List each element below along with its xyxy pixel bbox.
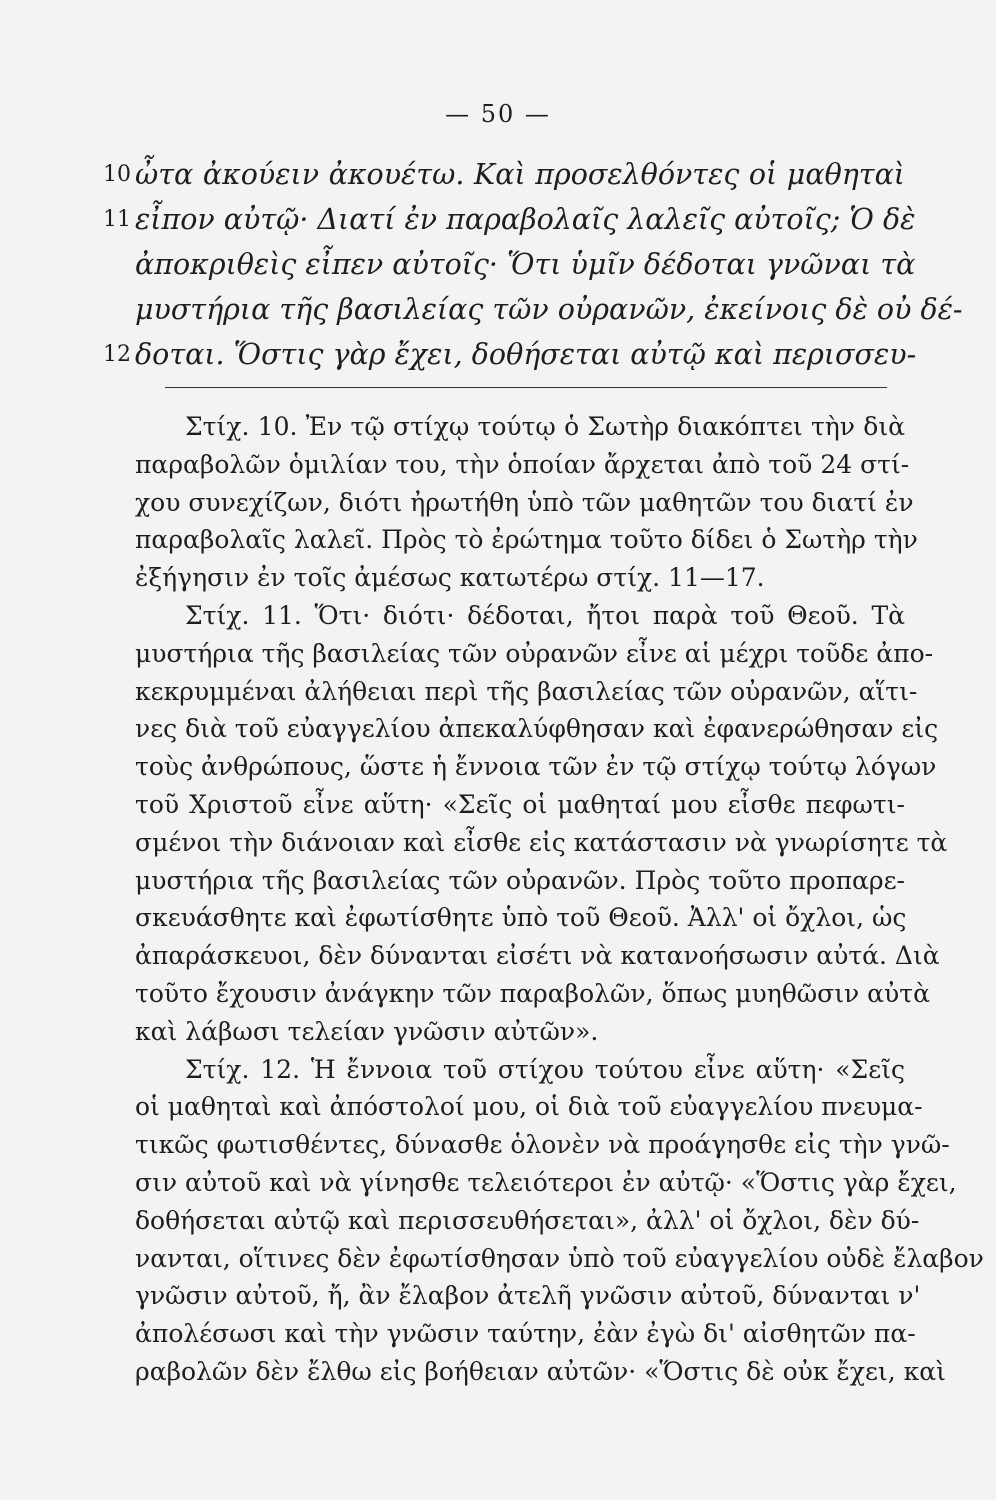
commentary-line: τοῦ Χριστοῦ εἶνε αὕτη· «Σεῖς οἱ μαθηταί μου εἶσθε πεφωτι- <box>135 789 905 819</box>
verse-text: ἀποκριθεὶς εἶπεν αὐτοῖς· Ὅτι ὑμῖν δέδοται γνῶναι τὰ <box>135 248 916 281</box>
scripture-text <box>103 152 963 377</box>
commentary-line: κεκρυμμέναι ἀλήθειαι περὶ τῆς βασιλείας τῶν οὐρανῶν, αἵτι- <box>135 676 918 706</box>
commentary-line: χου συνεχίζων, διότι ἠρωτήθη ὑπὸ τῶν μαθητῶν του διατί ἐν <box>135 487 914 517</box>
divider-rule <box>165 387 887 388</box>
commentary-line: τοὺς ἀνθρώπους, ὥστε ἡ ἔννοια τῶν ἐν τῷ στίχῳ τούτῳ λόγων <box>135 752 937 782</box>
commentary-line: Στίχ. 11. Ὅτι· διότι· δέδοται, ἤτοι παρὰ τοῦ Θεοῦ. Τὰ <box>185 600 905 630</box>
commentary-line: σιν αὐτοῦ καὶ νὰ γίνησθε τελειότεροι ἐν αὐτῷ· «Ὅστις γὰρ ἔχει, <box>135 1167 957 1197</box>
commentary-line: ἐξήγησιν ἐν τοῖς ἀμέσως κατωτέρω στίχ. 11—17. <box>135 563 765 593</box>
commentary-line: σκευάσθητε καὶ ἐφωτίσθητε ὑπὸ τοῦ Θεοῦ. Ἀλλ' οἱ ὄχλοι, ὡς <box>135 903 907 933</box>
commentary-line: καὶ λάβωσι τελείαν γνῶσιν αὐτῶν». <box>135 1016 599 1046</box>
commentary-line: τοῦτο ἔχουσιν ἀνάγκην τῶν παραβολῶν, ὅπως μυηθῶσιν αὐτὰ <box>135 978 930 1008</box>
verse-number: 11 <box>103 207 131 232</box>
commentary-line: μυστήρια τῆς βασιλείας τῶν οὐρανῶν. Πρὸς τοῦτο προπαρε- <box>135 865 905 895</box>
commentary-line: τικῶς φωτισθέντες, δύνασθε ὁλονὲν νὰ προάγησθε εἰς τὴν γνῶ- <box>135 1130 950 1160</box>
verse-line <box>135 242 916 287</box>
verse-line <box>103 332 917 377</box>
commentary-line: οἱ μαθηταὶ καὶ ἀπόστολοί μου, οἱ διὰ τοῦ εὐαγγελίου πνευμα- <box>135 1092 923 1122</box>
verse-number: 10 <box>103 162 131 187</box>
page-number: — 50 — <box>445 100 551 128</box>
commentary-line: ἀπολέσωσι καὶ τὴν γνῶσιν ταύτην, ἐὰν ἐγὼ δι' αἰσθητῶν πα- <box>135 1319 916 1349</box>
verse-text: μυστήρια τῆς βασιλείας τῶν οὐρανῶν, ἐκείνοις δὲ οὐ δέ- <box>135 293 963 326</box>
commentary-line: νες διὰ τοῦ εὐαγγελίου ἀπεκαλύφθησαν καὶ ἐφανερώθησαν εἰς <box>135 714 939 744</box>
verse-text: δοται. Ὅστις γὰρ ἔχει, δοθήσεται αὐτῷ καὶ περισσευ- <box>135 338 917 371</box>
commentary-line: παραβολαῖς λαλεῖ. Πρὸς τὸ ἐρώτημα τοῦτο δίδει ὁ Σωτὴρ τὴν <box>135 525 918 555</box>
verse-line <box>135 287 963 332</box>
commentary-text <box>135 408 984 1391</box>
commentary-line: ραβολῶν δὲν ἔλθω εἰς βοήθειαν αὐτῶν· «Ὅστις δὲ οὐκ ἔχει, καὶ <box>135 1356 946 1386</box>
commentary-line: ἀπαράσκευοι, δὲν δύνανται εἰσέτι νὰ κατανοήσωσιν αὐτά. Διὰ <box>135 941 940 971</box>
commentary-line: Στίχ. 10. Ἐν τῷ στίχῳ τούτῳ ὁ Σωτὴρ διακόπτει τὴν διὰ <box>185 412 905 441</box>
verse-number: 12 <box>103 342 131 367</box>
commentary-line: σμένοι τὴν διάνοιαν καὶ εἶσθε εἰς κατάστασιν νὰ γνωρίσητε τὰ <box>135 827 948 857</box>
commentary-line: μυστήρια τῆς βασιλείας τῶν οὐρανῶν εἶνε αἱ μέχρι τοῦδε ἀπο- <box>135 638 934 668</box>
commentary-line: δοθήσεται αὐτῷ καὶ περισσευθήσεται», ἀλλ' οἱ ὄχλοι, δὲν δύ- <box>135 1205 920 1235</box>
commentary-line: παραβολῶν ὁμιλίαν του, τὴν ὁποίαν ἄρχεται ἀπὸ τοῦ 24 στί- <box>135 449 910 479</box>
commentary-line: νανται, οἵτινες δὲν ἐφωτίσθησαν ὑπὸ τοῦ εὐαγγελίου οὐδὲ ἔλαβον <box>135 1243 984 1273</box>
commentary-line: γνῶσιν αὐτοῦ, ἤ, ἂν ἔλαβον ἀτελῆ γνῶσιν αὐτοῦ, δύνανται ν' <box>135 1281 921 1311</box>
verse-line <box>103 197 916 242</box>
verse-text: εἶπον αὐτῷ· Διατί ἐν παραβολαῖς λαλεῖς αὐτοῖς; Ὁ δὲ <box>135 203 916 236</box>
commentary-line: Στίχ. 12. Ἡ ἔννοια τοῦ στίχου τούτου εἶνε αὕτη· «Σεῖς <box>185 1054 905 1084</box>
verse-text: ὦτα ἀκούειν ἀκουέτω. Καὶ προσελθόντες οἱ μαθηταὶ <box>135 158 905 191</box>
verse-line <box>103 152 905 197</box>
